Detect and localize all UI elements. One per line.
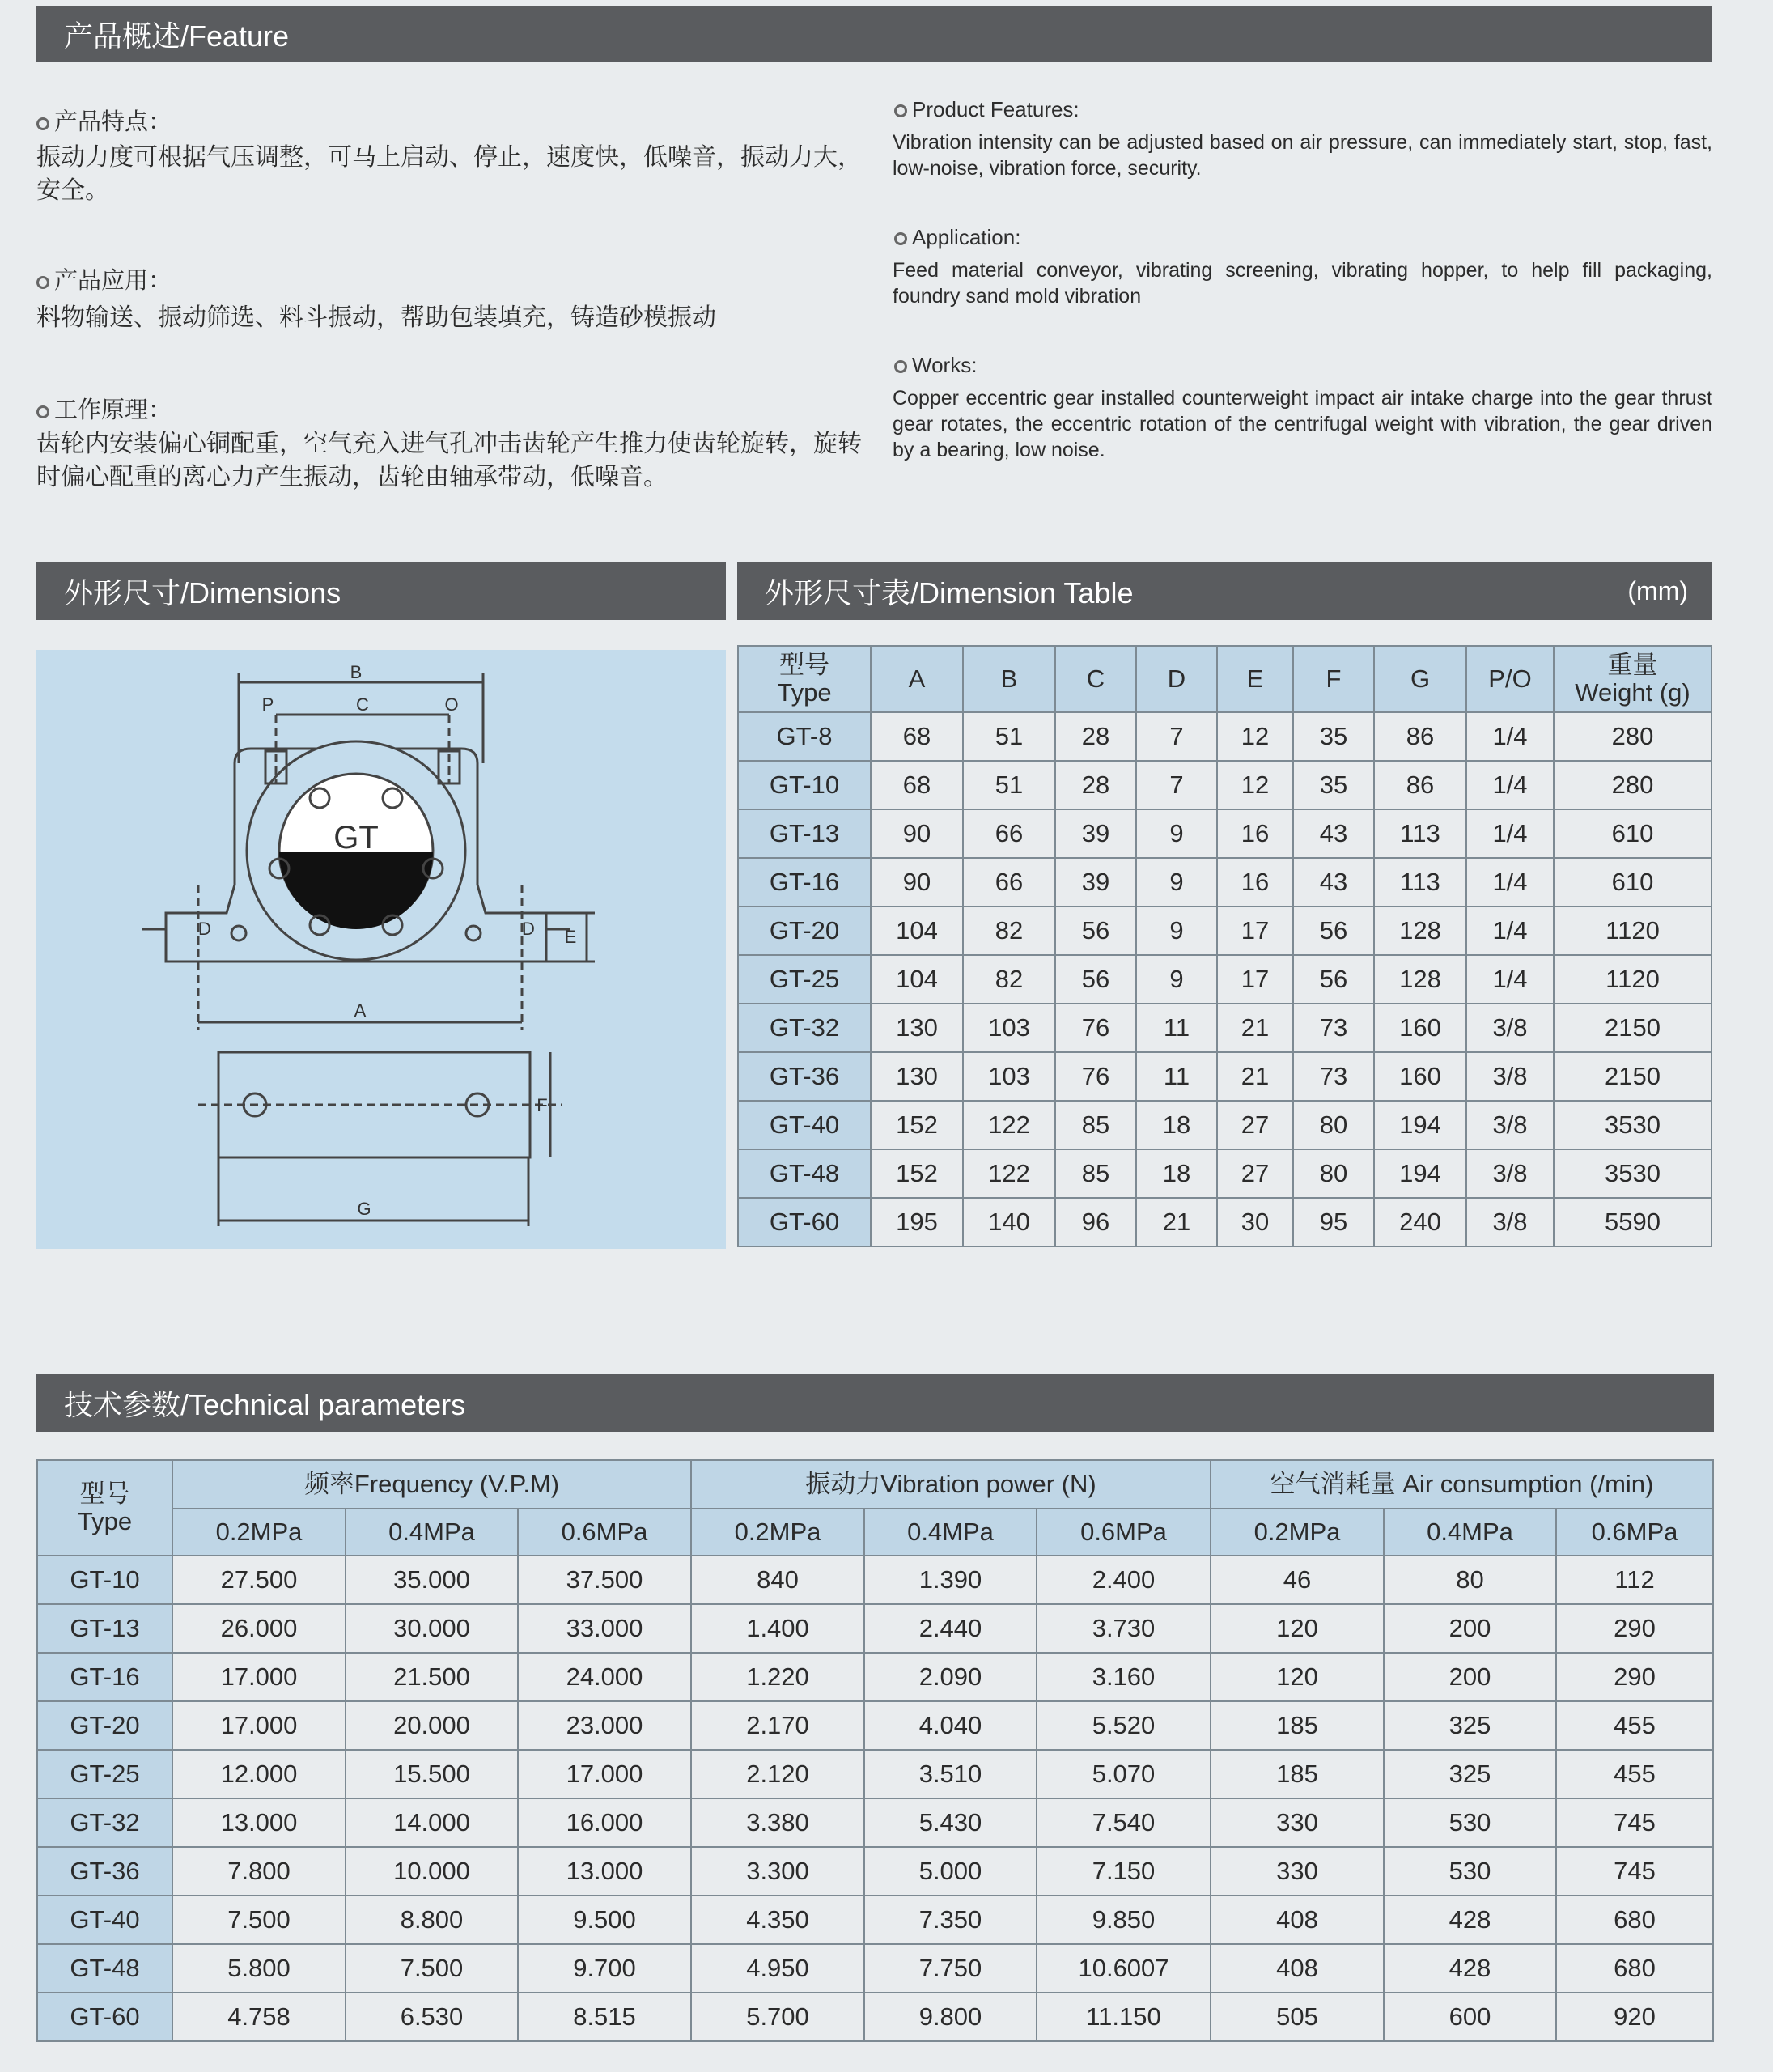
table-row: GT-25 12.000 15.500 17.000 2.120 3.510 5.070 185 325 455 <box>37 1750 1713 1798</box>
table-row: GT-10 68 51 28 7 12 35 86 1/4 280 <box>738 761 1711 809</box>
table-row: GT-48 5.800 7.500 9.700 4.950 7.750 10.6007 408 428 680 <box>37 1944 1713 1993</box>
table-row: GT-20 17.000 20.000 23.000 2.170 4.040 5.520 185 325 455 <box>37 1701 1713 1750</box>
col-c: C <box>1055 646 1136 712</box>
label-o: O <box>444 694 459 715</box>
col-weight: 重量 Weight (g) <box>1554 646 1711 712</box>
en-works-body: Copper eccentric gear installed counterweight impact air intake charge into the gear thrust gear rotates, the eccentric rotation of the centrifugal weight with vibration, the gear driven by a bearing, low noise. <box>893 387 1712 461</box>
table-row: GT-60 4.758 6.530 8.515 5.700 9.800 11.150 505 600 920 <box>37 1993 1713 2041</box>
en-features-body: Vibration intensity can be adjusted based on air pressure, can immediately start, stop, fast, low-noise, vibration force, security. <box>893 131 1712 180</box>
table-row: GT-32 130 103 76 11 21 73 160 3/8 2150 <box>738 1004 1711 1052</box>
table-row: GT-48 152 122 85 18 27 80 194 3/8 3530 <box>738 1149 1711 1198</box>
table-row: GT-60 195 140 96 21 30 95 240 3/8 5590 <box>738 1198 1711 1246</box>
col-f: F <box>1293 646 1374 712</box>
table-row: GT-36 7.800 10.000 13.000 3.300 5.000 7.150 330 530 745 <box>37 1847 1713 1896</box>
label-d-right: D <box>522 919 535 939</box>
cn-features-body: 振动力度可根据气压调整，可马上启动、停止，速度快，低噪音，振动力大，安全。 <box>36 144 862 204</box>
table-row: GT-16 90 66 39 9 16 43 113 1/4 610 <box>738 858 1711 906</box>
table-row: GT-8 68 51 28 7 12 35 86 1/4 280 <box>738 712 1711 761</box>
dimension-table-body <box>738 712 1711 1246</box>
tp-group-air: 空气消耗量 Air consumption (/min) <box>1211 1460 1713 1509</box>
col-a: A <box>871 646 963 712</box>
table-row: GT-13 90 66 39 9 16 43 113 1/4 610 <box>738 809 1711 858</box>
en-application-title: Application: <box>894 225 1020 250</box>
bullet-circle-icon <box>36 117 49 130</box>
dimension-table <box>737 645 1712 1247</box>
label-d-left: D <box>198 919 211 939</box>
table-row: GT-32 13.000 14.000 16.000 3.380 5.430 7.540 330 530 745 <box>37 1798 1713 1847</box>
bullet-circle-icon <box>894 232 907 245</box>
table-row: GT-13 26.000 30.000 33.000 1.400 2.440 3.730 120 200 290 <box>37 1604 1713 1653</box>
label-b: B <box>350 662 363 682</box>
cn-application-body: 料物输送、振动筛选、料斗振动，帮助包装填充，铸造砂模振动 <box>36 304 716 331</box>
dimension-diagram <box>36 650 726 1249</box>
table-row: GT-16 17.000 21.500 24.000 1.220 2.090 3.160 120 200 290 <box>37 1653 1713 1701</box>
label-a: A <box>354 1000 367 1021</box>
dimension-table-head-row <box>738 646 1711 712</box>
vibrator-drawing <box>36 650 726 1249</box>
feature-header <box>36 6 1712 62</box>
label-g: G <box>357 1199 371 1219</box>
col-b: B <box>963 646 1055 712</box>
col-e: E <box>1217 646 1293 712</box>
cn-application-title: 产品应用： <box>36 262 172 295</box>
label-c: C <box>356 694 369 715</box>
tp-group-frequency: 频率Frequency (V.P.M) <box>172 1460 691 1509</box>
bullet-circle-icon <box>894 104 907 117</box>
cn-works-title: 工作原理： <box>36 392 172 425</box>
dimension-table-header <box>737 562 1712 620</box>
bullet-circle-icon <box>894 360 907 373</box>
technical-table-body <box>37 1556 1713 2041</box>
dimension-table-header-title: 外形尺寸表/Dimension Table <box>765 575 1134 609</box>
dimensions-header-title: 外形尺寸/Dimensions <box>64 575 341 609</box>
cn-features-title: 产品特点： <box>36 104 172 137</box>
tp-group-vibration: 振动力Vibration power (N) <box>691 1460 1211 1509</box>
feature-header-title: 产品概述/Feature <box>64 19 290 53</box>
technical-header-title: 技术参数/Technical parameters <box>64 1387 466 1421</box>
table-row: GT-40 7.500 8.800 9.500 4.350 7.350 9.850 408 428 680 <box>37 1896 1713 1944</box>
en-works-title: Works: <box>894 353 977 378</box>
logo-gt: GT <box>333 820 379 856</box>
label-f: F <box>537 1095 548 1115</box>
col-type: 型号 Type <box>738 646 871 712</box>
technical-group-row <box>37 1460 1713 1509</box>
col-po: P/O <box>1466 646 1554 712</box>
label-e: E <box>564 927 577 947</box>
table-row: GT-25 104 82 56 9 17 56 128 1/4 1120 <box>738 955 1711 1004</box>
technical-pressure-row: 0.2MPa 0.4MPa 0.6MPa 0.2MPa 0.4MPa 0.6MPa 0.2MPa 0.4MPa 0.6MPa <box>37 1509 1713 1556</box>
cn-works-body: 齿轮内安装偏心铜配重，空气充入进气孔冲击齿轮产生推力使齿轮旋转，旋转时偏心配重的离心力产生振动，齿轮由轴承带动，低噪音。 <box>36 431 862 490</box>
table-row: GT-40 152 122 85 18 27 80 194 3/8 3530 <box>738 1101 1711 1149</box>
col-g: G <box>1374 646 1466 712</box>
dimensions-header <box>36 562 726 620</box>
label-p: P <box>261 694 274 715</box>
technical-table <box>36 1459 1714 2042</box>
table-row: GT-36 130 103 76 11 21 73 160 3/8 2150 <box>738 1052 1711 1101</box>
en-application-body: Feed material conveyor, vibrating screening, vibrating hopper, to help fill packaging, foundry sand mold vibration <box>893 259 1712 308</box>
dimension-table-unit: (mm) <box>1627 575 1688 605</box>
table-row: GT-20 104 82 56 9 17 56 128 1/4 1120 <box>738 906 1711 955</box>
technical-header <box>36 1374 1714 1432</box>
bullet-circle-icon <box>36 405 49 418</box>
en-features-title: Product Features: <box>894 97 1079 122</box>
tp-col-type: 型号 Type <box>37 1460 172 1556</box>
col-d: D <box>1136 646 1217 712</box>
table-row: GT-10 27.500 35.000 37.500 840 1.390 2.400 46 80 112 <box>37 1556 1713 1604</box>
bullet-circle-icon <box>36 276 49 289</box>
